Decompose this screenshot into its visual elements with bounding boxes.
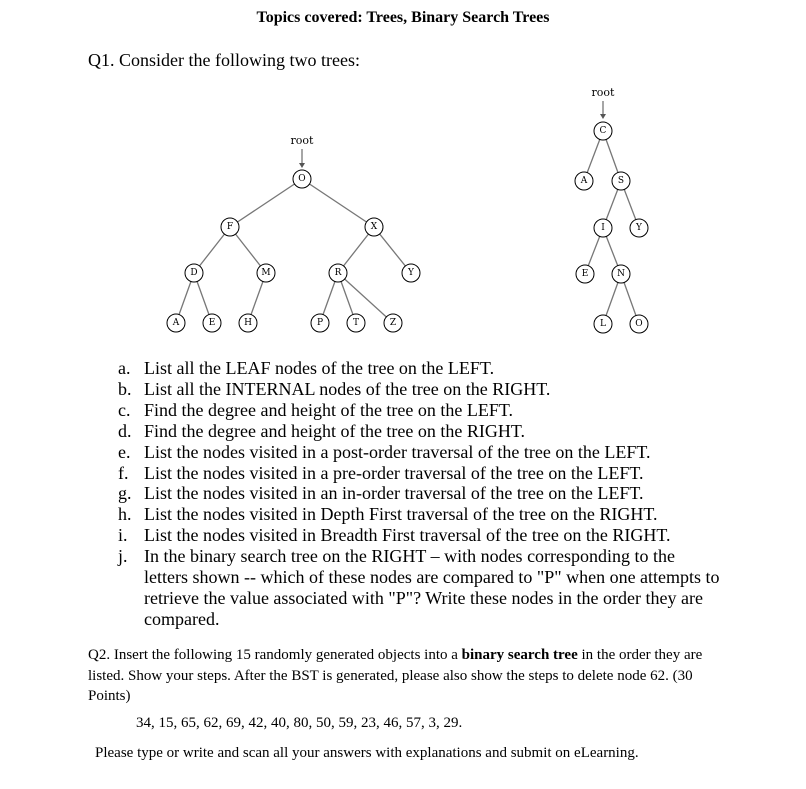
left-node-e [203,314,221,332]
left-node-r [329,264,347,282]
svg-text:Y: Y [636,223,642,233]
svg-text:O: O [298,174,306,184]
submission-instruction: Please type or write and scan all your answers with explanations and submit on eLearning. [95,745,639,761]
right-node-a [575,172,593,190]
question-item: b. List all the INTERNAL nodes of the tree on the RIGHT. [118,378,551,399]
left-node-p [311,314,329,332]
left-node-m [257,264,275,282]
svg-text:Y: Y [408,268,414,278]
svg-text:T: T [352,318,360,328]
left-node-z [384,314,402,332]
svg-text:X: X [370,222,378,232]
question-item-continued: retrieve the value associated with "P"? Write these nodes in the order they are [144,587,703,608]
svg-text:P: P [316,318,324,328]
question-item: j. In the binary search tree on the RIGHT – with nodes corresponding to the [118,546,676,567]
q1-intro: Q1. Consider the following two trees: [88,50,360,70]
left-node-a [167,314,185,332]
svg-text:C: C [599,126,607,136]
right-root-arrowhead [600,114,606,119]
svg-text:L: L [600,319,606,329]
svg-text:A: A [580,176,588,186]
left-tree [167,134,420,332]
right-node-y [630,219,648,237]
question-item: a. List all the LEAF nodes of the tree on the LEFT. [118,358,495,378]
svg-text:M: M [261,268,271,278]
left-root-arrowhead [299,163,305,168]
question-item-continued: compared. [144,608,220,629]
left-node-t [347,314,365,332]
question-item: h. List the nodes visited in Depth First traversal of the tree on the RIGHT. [118,504,658,525]
question-item: e. List the nodes visited in a post-order traversal of the tree on the LEFT. [118,441,651,462]
question-item: f. List the nodes visited in a pre-order traversal of the tree on the LEFT. [118,462,644,483]
q1-question-list [118,358,720,630]
right-node-l [594,315,612,333]
question-item: d. Find the degree and height of the tree on the RIGHT. [118,420,526,441]
q2-number-list: 34, 15, 65, 62, 69, 42, 40, 80, 50, 59, 23, 46, 57, 3, 29. [136,715,463,731]
left-node-o [293,170,311,188]
svg-text:E: E [581,269,589,279]
q2-paragraph: Q2. Insert the following 15 randomly generated objects into a binary search tree in the order they are listed. Show your steps. After the BST is generated, please also show the steps to delete node 62. (30 Points) [88,647,703,704]
question-item: c. Find the degree and height of the tree on the LEFT. [118,399,514,420]
page-title: Topics covered: Trees, Binary Search Trees [256,9,550,26]
left-node-d [185,264,203,282]
right-node-c [594,122,612,140]
svg-text:O: O [635,319,643,329]
left-node-x [365,218,383,236]
svg-text:A: A [172,318,180,328]
right-node-n [612,265,630,283]
svg-text:Z: Z [389,318,397,328]
svg-text:D: D [190,268,198,278]
question-item: g. List the nodes visited in an in-order traversal of the tree on the LEFT. [118,483,644,504]
svg-text:I: I [601,223,605,233]
right-node-s [612,172,630,190]
tree-diagrams [0,0,806,350]
question-item-continued: letters shown -- which of these nodes are compared to "P" when one attempts to [144,567,720,588]
right-node-e [576,265,594,283]
left-node-h [239,314,257,332]
svg-text:S: S [617,176,625,186]
svg-text:H: H [244,318,252,328]
right-node-i [594,219,612,237]
right-node-o [630,315,648,333]
svg-text:R: R [334,268,342,278]
question-item: i. List the nodes visited in Breadth First traversal of the tree on the RIGHT. [118,525,671,546]
left-node-f [221,218,239,236]
left-node-y [402,264,420,282]
right-tree [575,86,648,333]
left-root-label: root [290,134,314,147]
svg-text:N: N [617,269,625,279]
svg-text:E: E [208,318,216,328]
q2-bold-term: binary search tree [461,647,578,663]
right-root-label: root [591,86,615,99]
svg-text:F: F [226,222,234,232]
